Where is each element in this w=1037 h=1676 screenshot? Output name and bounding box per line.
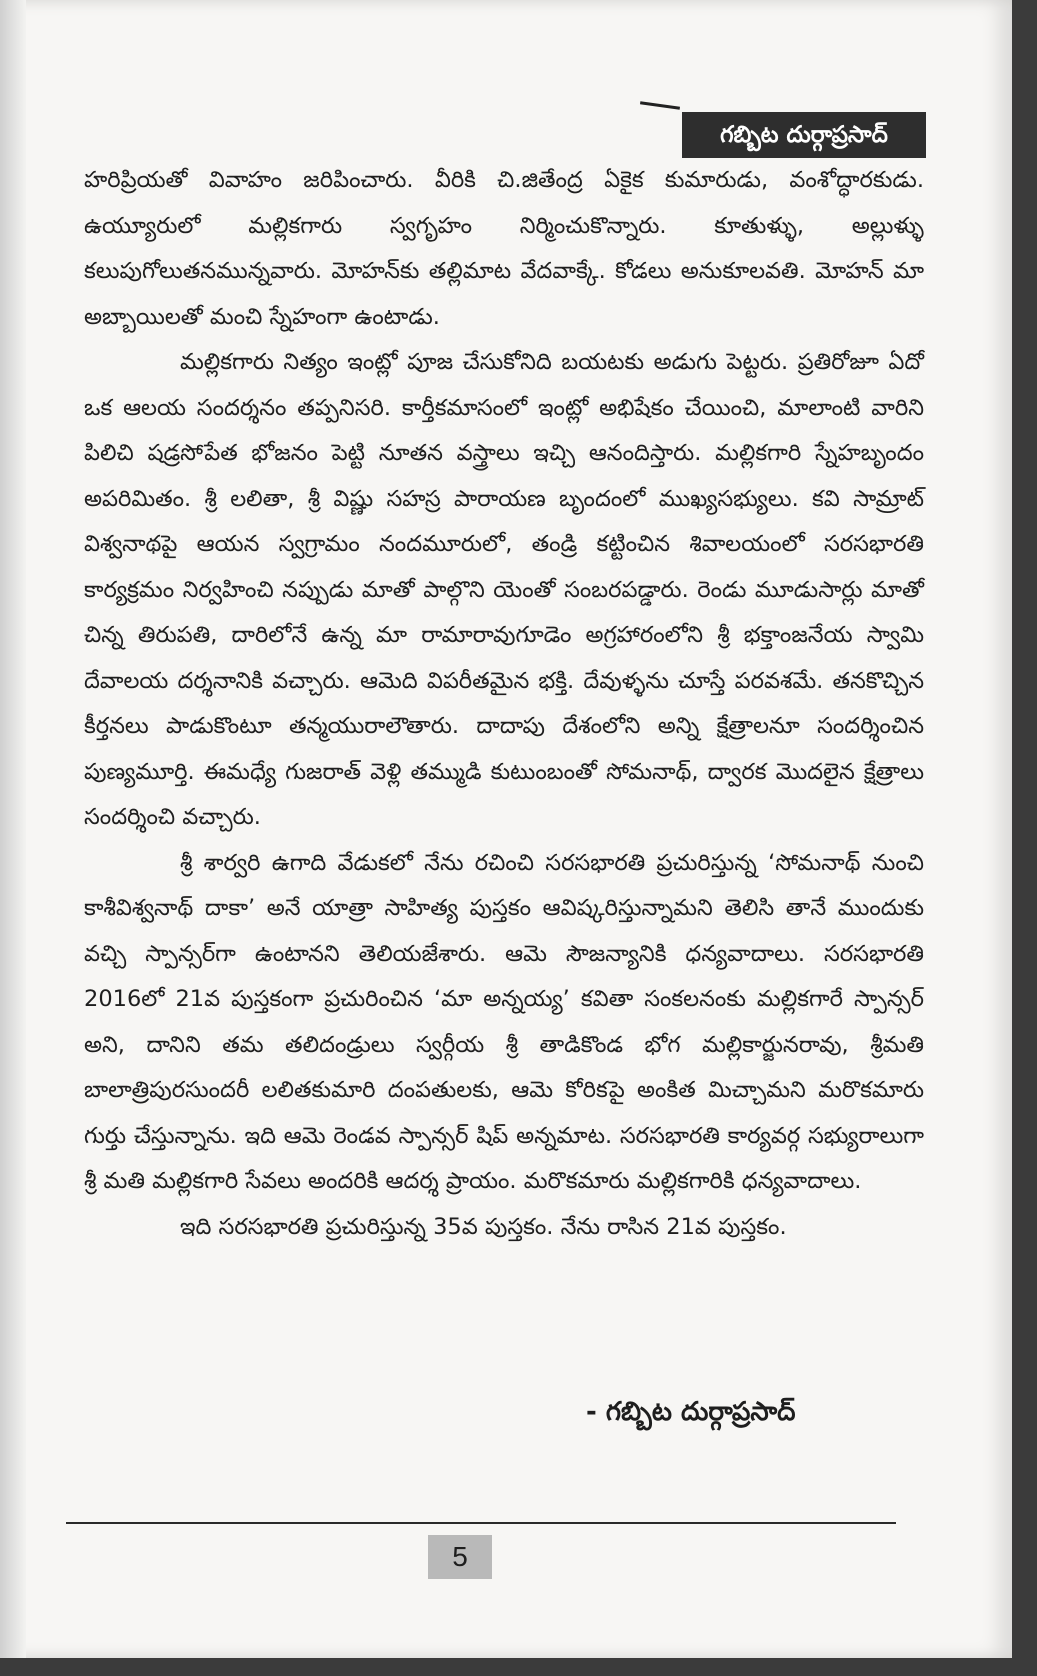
body-text	[84, 158, 924, 1250]
header-tick-mark	[640, 101, 680, 110]
author-signature: - గబ్బిట దుర్గాప్రసాద్	[586, 1397, 796, 1427]
paragraph-1: హరిప్రియతో వివాహం జరిపించారు. వీరికి చి.జితేంద్ర ఏకైక కుమారుడు, వంశోద్ధారకుడు. ఉయ్యూరులో మల్లికగారు స్వగృహం నిర్మించుకొన్నారు. కూతుళ్ళు, అల్లుళ్ళు కలుపుగోలుతనమున్నవారు. మోహన్‌కు తల్లిమాట వేదవాక్కే. కోడలు అనుకూలవతి. మోహన్ మా అబ్బాయిలతో మంచి స్నేహంగా ఉంటాడు.	[84, 167, 924, 330]
paragraph-2: మల్లికగారు నిత్యం ఇంట్లో పూజ చేసుకోనిది బయటకు అడుగు పెట్టరు. ప్రతిరోజూ ఏదో ఒక ఆలయ సందర్శనం తప్పనిసరి. కార్తీకమాసంలో ఇంట్లో అభిషేకం చేయించి, మాలాంటి వారిని పిలిచి షడ్రసోపేత భోజనం పెట్టి నూతన వస్త్రాలు ఇచ్చి ఆనందిస్తారు. మల్లికగారి స్నేహబృందం అపరిమితం. శ్రీ లలితా, శ్రీ విష్ణు సహస్ర పారాయణ బృందంలో ముఖ్యసభ్యులు. కవి సామ్రాట్ విశ్వనాథపై ఆయన స్వగ్రామం నందమూరులో, తండ్రి కట్టించిన శివాలయంలో సరసభారతి కార్యక్రమం నిర్వహించి నప్పుడు మాతో పాల్గొని యెంతో సంబరపడ్డారు. రెండు మూడుసార్లు మాతో చిన్న తిరుపతి, దారిలోనే ఉన్న మా రామారావుగూడెం అగ్రహారంలోని శ్రీ భక్తాంజనేయ స్వామి దేవాలయ దర్శనానికి వచ్చారు. ఆమెది విపరీతమైన భక్తి. దేవుళ్ళను చూస్తే పరవశమే. తనకొచ్చిన కీర్తనలు పాడుకొంటూ తన్మయురాలౌతారు. దాదాపు దేశంలోని అన్ని క్షేత్రాలనూ సందర్శించిన పుణ్యమూర్తి. ఈమధ్యే గుజరాత్ వెళ్లి తమ్ముడి కుటుంబంతో సోమనాథ్, ద్వారక మొదలైన క్షేత్రాలు సందర్శించి వచ్చారు.	[84, 349, 924, 830]
binding-shadow	[0, 0, 26, 1658]
footer-divider	[66, 1522, 896, 1524]
page-number: 5	[428, 1535, 492, 1579]
paragraph-4: ఇది సరసభారతి ప్రచురిస్తున్న 35వ పుస్తకం. నేను రాసిన 21వ పుస్తకం.	[180, 1213, 787, 1240]
paragraph-3: శ్రీ శార్వరి ఉగాది వేడుకలో నేను రచించి సరసభారతి ప్రచురిస్తున్న ‘సోమనాథ్ నుంచి కాశీవిశ్వనాథ్ దాకా’ అనే యాత్రా సాహిత్య పుస్తకం ఆవిష్కరిస్తున్నామని తెలిసి తానే ముందుకు వచ్చి స్పాన్సర్‌గా ఉంటానని తెలియజేశారు. ఆమె సౌజన్యానికి ధన్యవాదాలు. సరసభారతి 2016లో 21వ పుస్తకంగా ప్రచురించిన ‘మా అన్నయ్య’ కవితా సంకలనంకు మల్లికగారే స్పాన్సర్ అని, దానిని తమ తలిదండ్రులు స్వర్గీయ శ్రీ తాడికొండ భోగ మల్లికార్జునరావు, శ్రీమతి బాలాత్రిపురసుందరీ లలితకుమారి దంపతులకు, ఆమె కోరికపై అంకిత మిచ్చామని మరొకమారు గుర్తు చేస్తున్నాను. ఇది ఆమె రెండవ స్పాన్సర్ షిప్ అన్నమాట. సరసభారతి కార్యవర్గ సభ్యురాలుగా శ్రీ మతి మల్లికగారి సేవలు అందరికి ఆదర్శ ప్రాయం. మరొకమారు మల్లికగారికి ధన్యవాదాలు.	[84, 849, 924, 1194]
running-header: గబ్బిట దుర్గాప్రసాద్	[682, 112, 926, 158]
